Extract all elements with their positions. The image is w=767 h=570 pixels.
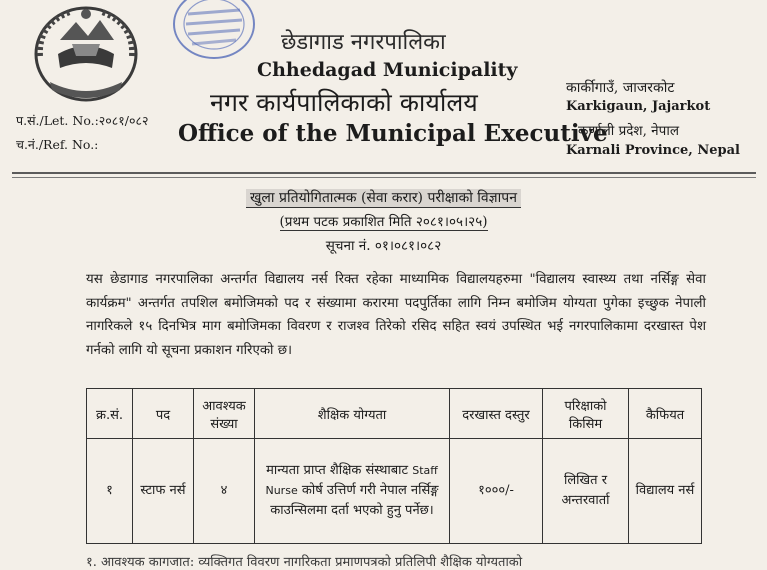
footer-partial-line: १. आवश्यक कागजात: व्यक्तिगत विवरण नागरिकता प्रमाणपत्रको प्रतिलिपी शैक्षिक योग्यताको	[86, 555, 523, 570]
header-required-count: आवश्यक संख्या	[194, 389, 255, 439]
table-header-row	[87, 389, 702, 439]
notice-title: खुला प्रतियोगितात्मक (सेवा करार) परीक्षाको विज्ञापन	[0, 188, 767, 207]
municipal-stamp-icon	[170, 0, 260, 62]
cell-post: स्टाफ नर्स	[133, 439, 194, 544]
cell-count: ४	[194, 439, 255, 544]
cell-fee: १०००/-	[450, 439, 543, 544]
cell-remarks: विद्यालय नर्स	[629, 439, 702, 544]
letterhead-divider-thin	[12, 177, 756, 178]
header-serial: क्र.सं.	[87, 389, 133, 439]
qualification-suffix: कोर्ष उत्तिर्ण गरी नेपाल नर्सिङ्ग काउन्सिलमा दर्ता भएको हुनु पर्नेछ।	[270, 483, 439, 518]
office-name-nepali: नगर कार्यपालिकाको कार्यालय	[210, 88, 478, 117]
header-post: पद	[133, 389, 194, 439]
address-nepali-line2: कर्णाली प्रदेश, नेपाल	[578, 123, 679, 139]
header-remarks: कैफियत	[629, 389, 702, 439]
address-english-line2: Karnali Province, Nepal	[566, 143, 740, 158]
notice-subtitle: (प्रथम पटक प्रकाशित मिति २०८१।०५।२५)	[279, 214, 488, 230]
office-name-english: Office of the Municipal Executive	[178, 120, 608, 147]
reference-number: च.नं./Ref. No.:	[16, 137, 99, 152]
header-application-fee: दरखास्त दस्तुर	[450, 389, 543, 439]
address-nepali-line1: कार्कीगाउँ, जाजरकोट	[566, 80, 675, 96]
cell-qualification	[255, 439, 450, 544]
letterhead-divider	[12, 172, 756, 174]
vacancy-table	[86, 388, 702, 544]
cell-exam-type: लिखित र अन्तरवार्ता	[543, 439, 629, 544]
table-row	[87, 439, 702, 544]
municipality-name-english: Chhedagad Municipality	[257, 59, 518, 81]
municipality-name-nepali: छेडागाड नगरपालिका	[281, 30, 446, 55]
address-english-line1: Karkigaun, Jajarkot	[566, 99, 711, 114]
cell-serial: १	[87, 439, 133, 544]
header-qualification: शैक्षिक योग्यता	[255, 389, 450, 439]
qualification-course: Staff Nurse	[265, 464, 438, 497]
qualification-prefix: मान्यता प्राप्त शैक्षिक संस्थाबाट	[266, 463, 409, 478]
notice-body: यस छेडागाड नगरपालिका अन्तर्गत विद्यालय नर्स रिक्त रहेका माध्यामिक विद्यालयहरुमा "विद्यालय स्वास्थ्य तथा नर्सिङ्ग सेवा कार्यक्रम" अन्तर्गत तपशिल बमोजिमको पद र संख्यामा करारमा पदपुर्तिका लागि निम्न बमोजिम योग्यता पुगेका इच्छुक नेपाली नागरिकले १५ दिनभित्र माग बमोजिमका विवरण र राजश्व तिरेको रसिद सहित स्वयं उपस्थित भई नगरपालिकामा दरखास्त पेश गर्नको लागि यो सूचना प्रकाशन गरिएको छ।	[86, 272, 706, 358]
header-exam-type: परिक्षाको किसिम	[543, 389, 629, 439]
letter-number: प.सं./Let. No.:२०८१/०८२	[16, 113, 149, 128]
nepal-emblem-icon	[30, 4, 142, 104]
notice-number: सूचना नं. ०१।०८१।०८२	[325, 238, 442, 254]
